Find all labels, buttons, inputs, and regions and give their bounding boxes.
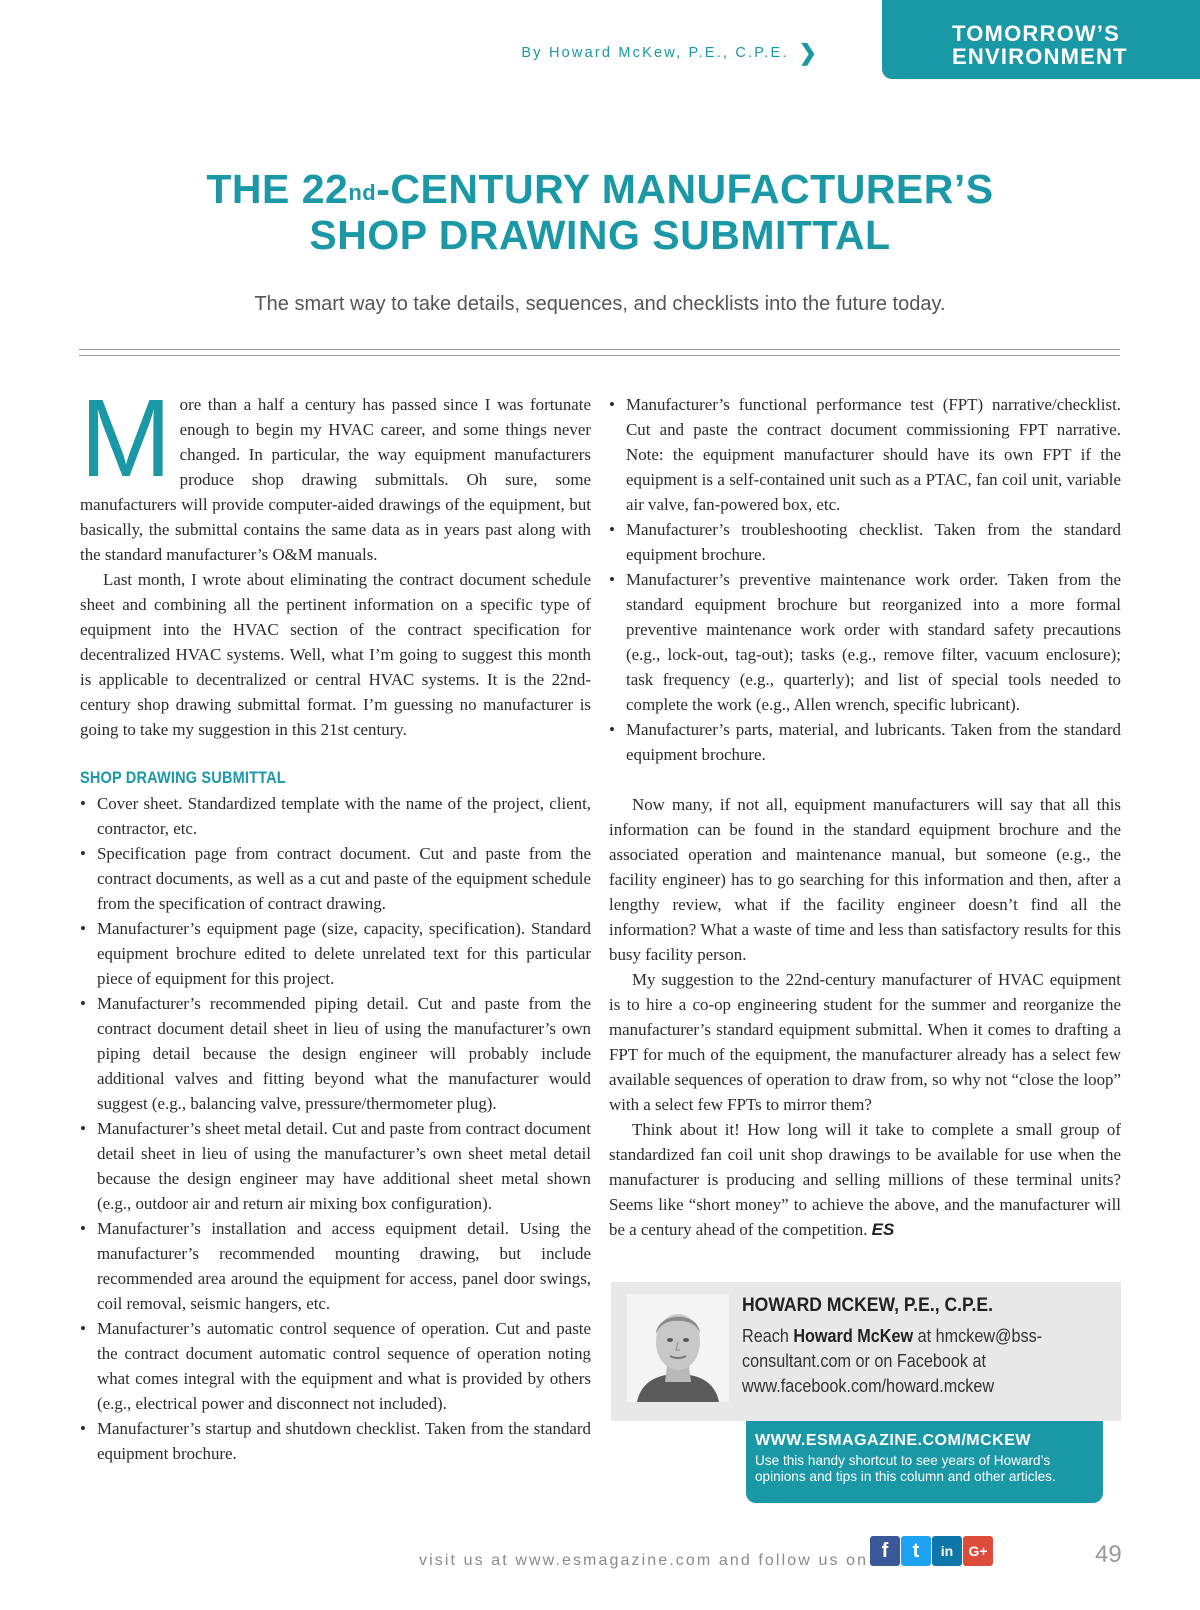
end-mark: ES (871, 1220, 895, 1239)
title-line1-pre: THE 22 (206, 166, 349, 212)
footer-text: visit us at www.esmagazine.com and follow us on (419, 1552, 869, 1569)
googleplus-icon[interactable]: G+ (963, 1536, 993, 1566)
divider-top (79, 349, 1120, 350)
bullet-item: • Manufacturer’s preventive maintenance work order. Taken from the standard equipment brochure but reorganized into a more formal preventive maintenance work order with standard safety precautions (e.g., lock-out, tag-out); tasks (e.g., remove filter, vacuum enclosure); task frequency (e.g., quarterly); and list of special tools needed to complete the work (e.g., Allen wrench, specific lubricant). (609, 567, 1121, 717)
paragraph-5 (609, 1117, 1121, 1242)
reach-name: Howard McKew (793, 1326, 914, 1346)
bullet-list-left (80, 791, 591, 1466)
intro-paragraph (80, 377, 591, 567)
paragraph-5-text: Think about it! How long will it take to complete a small group of standardized fan coil unit shop drawings to be available for use when the manufacturer is producing and selling millions of these terminal units? Seems like “short money” to achieve the above, and the manufacturer will be a century ahead of the competition. (609, 1120, 1121, 1239)
title-line1-sup: nd (348, 180, 377, 205)
title-line1-post: -CENTURY MANUFACTURER’S (376, 166, 994, 212)
divider-bottom (79, 355, 1120, 356)
paragraph-3: Now many, if not all, equipment manufacturers will say that all this information can be found in the standard equipment brochure and the associated operation and maintenance manual, but someone (e.g., the facility engineer) has to go searching for this information and then, after a lengthy review, what if the facility engineer doesn’t find all the information? What a waste of time and less than satisfactory results for this busy facility person. (609, 795, 1121, 964)
bullet-item: • Manufacturer’s equipment page (size, capacity, specification). Standard equipment brochure edited to delete unrelated text for this particular piece of equipment for this project. (80, 916, 591, 991)
bullet-item: • Manufacturer’s functional performance test (FPT) narrative/checklist. Cut and paste the contract document commissioning FPT narrative. Note: the equipment manufacturer should have its own FPT if the equipment is a self-contained unit such as a PTAC, fan coil unit, variable air valve, fan-powered box, etc. (609, 392, 1121, 517)
page-number: 49 (1095, 1541, 1122, 1568)
reach-at: at (917, 1326, 932, 1346)
title-line2: SHOP DRAWING SUBMITTAL (309, 212, 891, 258)
byline-text: By Howard McKew, P.E., C.P.E. (521, 45, 789, 61)
author-bio-box (611, 1282, 1121, 1421)
article-title (0, 166, 1200, 258)
article-column-left (80, 377, 591, 1466)
bullet-item: • Manufacturer’s startup and shutdown checklist. Taken from the standard equipment brochure. (80, 1416, 591, 1466)
paragraph-2: Last month, I wrote about eliminating the contract document schedule sheet and combining all the pertinent information on a specific type of equipment into the HVAC section of the contract specification for decentralized HVAC systems. Well, what I’m going to suggest this month is applicable to decentralized or central HVAC systems. It is the 22nd-century shop drawing submittal format. I’m guessing no manufacturer is going to take my suggestion in this 21st century. (80, 570, 591, 739)
section-subhead: SHOP DRAWING SUBMITTAL (80, 769, 286, 787)
author-name: HOWARD MCKEW, P.E., C.P.E. (742, 1294, 993, 1316)
section-tab-line2: ENVIRONMENT (952, 44, 1128, 69)
section-tab-line1: TOMORROW’S (952, 21, 1121, 46)
author-contact (742, 1324, 1084, 1399)
intro-text: ore than a half a century has passed since I was fortunate enough to begin my HVAC career, and some things never changed. In particular, the way equipment manufacturers produce shop drawing submittals. Oh sure, some manufacturers will provide computer-aided drawings of the equipment, but basically, the submittal contains the same data as in years past along with the standard manufacturer’s O&M manuals. (80, 395, 591, 564)
chevron-right-icon: ❯ (798, 40, 817, 65)
author-photo (627, 1294, 729, 1402)
bullet-item: • Manufacturer’s recommended piping detail. Cut and paste from the contract document detail sheet in lieu of using the manufacturer’s own piping detail because the design engineer will probably include additional valves and fitting beyond what the manufacturer would suggest (e.g., balancing valve, pressure/thermometer plug). (80, 991, 591, 1116)
contact-details[interactable]: hmckew@bss-consultant.com or on Facebook at www.facebook.com/howard.mckew (742, 1326, 1043, 1396)
bullet-item: • Specification page from contract document. Cut and paste from the contract documents, as well as a cut and paste of the equipment schedule from the specification of contract drawing. (80, 841, 591, 916)
bullet-item: • Manufacturer’s installation and access equipment detail. Using the manufacturer’s recommended mounting drawing, but include recommended area around the equipment for access, panel door swings, coil removal, seismic hangers, etc. (80, 1216, 591, 1316)
social-icons (870, 1536, 993, 1566)
bullet-item: • Manufacturer’s automatic control sequence of operation. Cut and paste the contract document automatic control sequence of operation noting what comes integral with the equipment and what is provided by others (e.g., electrical power and disconnect not included). (80, 1316, 591, 1416)
byline (521, 42, 817, 64)
bullet-item: • Manufacturer’s parts, material, and lubricants. Taken from the standard equipment brochure. (609, 717, 1121, 767)
article-column-right (609, 392, 1121, 1242)
bullet-item: • Manufacturer’s troubleshooting checklist. Taken from the standard equipment brochure. (609, 517, 1121, 567)
promo-url[interactable]: WWW.ESMAGAZINE.COM/MCKEW (755, 1432, 1031, 1449)
bullet-item: • Cover sheet. Standardized template with the name of the project, client, contractor, etc. (80, 791, 591, 841)
column-promo[interactable] (746, 1421, 1103, 1503)
facebook-icon[interactable]: f (870, 1536, 900, 1566)
section-tab (882, 0, 1200, 79)
linkedin-icon[interactable]: in (932, 1536, 962, 1566)
reach-label: Reach (742, 1326, 789, 1346)
bullet-item: • Manufacturer’s sheet metal detail. Cut and paste from contract document detail sheet in lieu of using the manufacturer’s own sheet metal detail because the design engineer may have additional sheet metal shown (e.g., outdoor air and return air mixing box configuration). (80, 1116, 591, 1216)
article-deck: The smart way to take details, sequences, and checklists into the future today. (254, 293, 946, 315)
promo-text: Use this handy shortcut to see years of Howard’s opinions and tips in this column and other articles. (755, 1453, 1056, 1484)
twitter-icon[interactable]: t (901, 1536, 931, 1566)
bullet-list-right (609, 392, 1121, 767)
drop-cap: M (80, 377, 172, 500)
paragraph-4: My suggestion to the 22nd-century manufacturer of HVAC equipment is to hire a co-op engineering student for the summer and reorganize the manufacturer’s standard equipment submittal. When it comes to drafting a FPT for much of the equipment, the manufacturer already has a select few available sequences of operation to draw from, so why not “close the loop” with a select few FPTs to mirror them? (609, 970, 1121, 1114)
